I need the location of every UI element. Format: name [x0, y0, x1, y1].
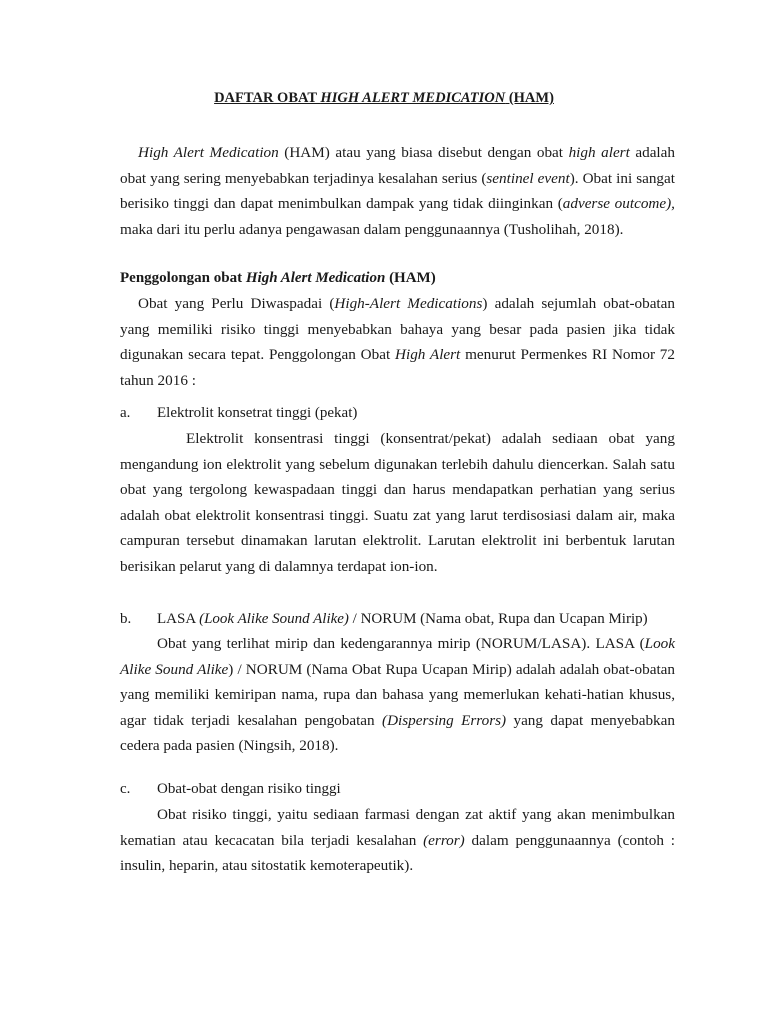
- text-run: yang dapat menyebabkan cedera pada pasien (Ningsih, 2018).: [120, 711, 675, 754]
- text-run: Obat yang terlihat mirip dan kedengarannya mirip (NORUM/LASA). LASA (: [157, 635, 645, 652]
- italic-run: Look Alike Sound Alike: [120, 635, 675, 678]
- text-run: ). Obat ini sangat berisiko tinggi dan dapat menimbulkan dampak yang tidak diinginkan (: [120, 169, 675, 212]
- item-b-heading: [120, 611, 648, 628]
- items-a-heading-text: [157, 405, 357, 421]
- item-c-letter: c.: [120, 781, 131, 797]
- text-run: ) adalah sejumlah obat-obatan yang memiliki risiko tinggi menyebabkan bahaya yang besar pada pasien jika tidak digunakan secara tepat. Penggolongan Obat: [120, 295, 675, 363]
- item-a-body: [120, 426, 675, 579]
- italic-run: High-Alert Medications: [334, 295, 483, 312]
- intro-text: [120, 144, 675, 238]
- text-run: Obat yang Perlu Diwaspadai (: [138, 295, 335, 312]
- document-title: DAFTAR OBAT HIGH ALERT MEDICATION (HAM): [214, 90, 554, 106]
- items-c-heading-text: [157, 781, 341, 797]
- items-c-body-text: [120, 806, 675, 874]
- text-run: ) / NORUM (Nama Obat Rupa Ucapan Mirip) adalah adalah obat-obatan yang memiliki kemiripan nama, rupa dan bahasa yang memerlukan kehati-hatian khusus, agar tidak terjadi kesalahan pengobatan: [120, 660, 675, 729]
- text-run: Obat-obat dengan risiko tinggi: [157, 781, 341, 797]
- italic-run: High Alert: [395, 346, 461, 363]
- italic-run: (Dispersing Errors): [382, 711, 507, 729]
- text-run: (HAM) atau yang biasa disebut dengan obat: [278, 144, 569, 161]
- item-c-heading: [120, 781, 341, 798]
- italic-run: adverse outcome),: [562, 195, 675, 212]
- text-run: maka dari itu perlu adanya pengawasan dalam penggunaannya (Tusholihah, 2018).: [120, 220, 624, 238]
- item-a-letter: a.: [120, 405, 131, 421]
- text-run: menurut Permenkes RI Nomor 72 tahun 2016 :: [120, 346, 675, 389]
- text-run: Elektrolit konsetrat tinggi (pekat): [157, 405, 358, 421]
- items-b-heading-text: [157, 611, 648, 627]
- section-intro-paragraph: [120, 291, 675, 393]
- section_intro-text: [120, 295, 675, 389]
- text-run: dalam penggunaannya (contoh : insulin, heparin, atau sitostatik kemoterapeutik).: [120, 831, 675, 874]
- item-a-heading: [120, 405, 357, 422]
- items-b-body-text: [120, 635, 675, 754]
- item-b-letter: b.: [120, 611, 132, 627]
- italic-run: high alert: [568, 144, 630, 161]
- italic-run: (error): [423, 831, 465, 849]
- text-run: / NORUM (Nama obat, Rupa dan Ucapan Mirip): [348, 611, 648, 627]
- item-b-body: [120, 631, 675, 759]
- item-c-body: [120, 802, 675, 879]
- text-run: Obat risiko tinggi, yaitu sediaan farmasi dengan zat aktif yang akan menimbulkan kematian atau kecacatan bila terjadi kesalahan: [120, 806, 675, 849]
- text-run: Elektrolit konsentrasi tinggi (konsentrat/pekat) adalah sediaan obat yang mengandung ion elektrolit yang sebelum digunakan terlebih dahulu diencerkan. Salah satu obat yang tergolong kewaspadaan tinggi dan harus mendapatkan perhatian yang serius adalah obat elektrolit konsentrasi tinggi. Suatu zat yang larut terdisosiasi dalam air, maka campuran tersebut dinamakan larutan elektrolit. Larutan elektrolit ini berbentuk larutan berisikan pelarut yang di dalamnya terdapat ion-ion.: [120, 430, 675, 575]
- italic-run: (Look Alike Sound Alike): [199, 611, 349, 627]
- italic-run: High Alert Medication: [138, 144, 279, 161]
- text-run: LASA: [157, 611, 200, 627]
- section-heading: Penggolongan obat High Alert Medication (HAM): [120, 270, 436, 286]
- items-a-body-text: [120, 430, 675, 575]
- intro-paragraph: [120, 140, 675, 242]
- italic-run: sentinel event: [486, 169, 570, 187]
- text-run: adalah obat yang sering menyebabkan terjadinya kesalahan serius (: [120, 144, 675, 187]
